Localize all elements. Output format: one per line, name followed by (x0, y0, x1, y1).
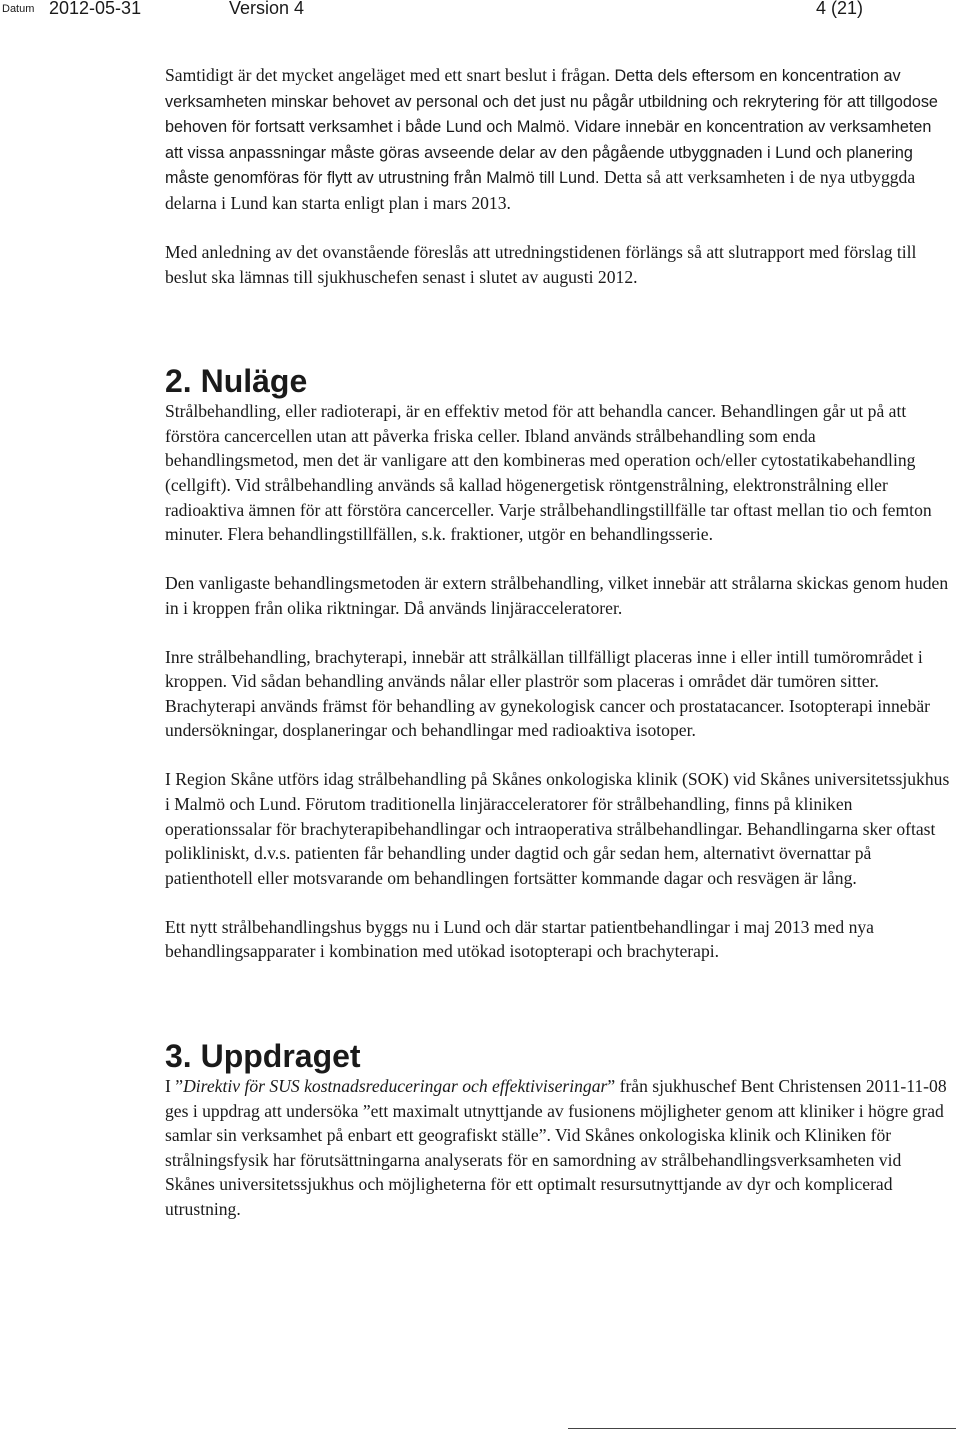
page-header (0, 0, 960, 24)
intro-paragraph-2: Med anledning av det ovanstående föreslås att utredningstidenen förlängs så att slutrapport med förslag till beslut ska lämnas till sjukhuschefen senast i slutet av augusti 2012. (165, 241, 917, 287)
directive-title: Direktiv för SUS kostnadsreduceringar och effektiviseringar (183, 1075, 608, 1096)
intro-p1-end: Detta så att verksamheten i de nya utbyggda delarna i Lund kan starta enligt plan i mars 2013. (165, 167, 916, 213)
intro-p1-sans: Detta dels eftersom en koncentration av verksamheten minskar behovet av personal och det just nu pågår utbildning och rekrytering för att tillgodose behoven för fortsatt verksamhet i både Lund och Malmö. Vidare innebär en koncentration av verksamheten att vissa anpassningar måste göras avseende delar av den pågående utbyggnaden i Lund och planering måste genomföras för flytt av utrustning från Malmö till Lund. (165, 67, 938, 188)
intro-p1-serif: Samtidigt är det mycket angeläget med ett snart beslut i frågan. (165, 65, 615, 85)
date-label: Datum (2, 3, 35, 15)
document-body (165, 63, 950, 1222)
page-number: 4 (21) (816, 0, 864, 18)
uppdraget-p-rest: ” från sjukhuschef Bent Christensen 2011-11-08 ges i uppdrag att undersöka ”ett maximalt utnyttjande av fusionens möjligheter genom att kliniker i högre grad samlar sin verksamhet på enbart ett geografiskt ställe”. Vid Skånes onkologiska klinik och Kliniken för strålningsfysik har förutsättningarna analyserats för en samordning av strålbehandlingsverksamheten vid Skånes universitetssjukhus och möjligheterna för ett optimalt resursutnyttjande av dyr och komplicerad utrustning. (165, 1075, 947, 1219)
nulage-paragraph-5: Ett nytt strålbehandlingshus byggs nu i Lund och där startar patientbehandlingar i maj 2013 med nya behandlingsapparater i kombination med utökad isotopterapi och brachyterapi. (165, 916, 874, 962)
section-heading-nulage: 2. Nuläge (165, 363, 308, 400)
nulage-paragraph-3: Inre strålbehandling, brachyterapi, innebär att strålkällan tillfälligt placeras inne i eller intill tumörområdet i kroppen. Vid sådan behandling används nålar eller plaströr som placeras i området där tumören sitter. Brachyterapi används främst för behandling av gynekologisk cancer och prostatacancer. Isotopterapi innebär undersökningar, dosplaneringar och behandlingar med radioaktiva isotoper. (165, 646, 931, 741)
uppdraget-p-start: I ” (165, 1075, 184, 1096)
document-date: 2012-05-31 (49, 0, 142, 18)
nulage-paragraph-1: Strålbehandling, eller radioterapi, är en effektiv metod för att behandla cancer. Behandlingen går ut på att förstöra cancercellen utan att påverka friska celler. Ibland används strålbehandling som enda behandlingsmetod, men det är vanligare att den kombineras med operation och/eller cytostatikabehandling (cellgift). Vid strålbehandling används så kallad högenergetisk röntgenstrålning, elektronstrålning eller radioaktiva ämnen för att förstöra cancerceller. Varje strålbehandlingstillfälle tar oftast mellan tio och femton minuter. Flera behandlingstillfällen, s.k. fraktioner, utgör en behandlingsserie. (165, 401, 932, 545)
document-version: Version 4 (229, 0, 305, 18)
nulage-paragraph-4: I Region Skåne utförs idag strålbehandling på Skånes onkologiska klinik (SOK) vid Skånes universitetssjukhus i Malmö och Lund. Förutom traditionella linjäracceleratorer för strålbehandling, finns på kliniken operationssalar för brachyterapibehandlingar och intraoperativa strålbehandlingar. Behandlingarna sker oftast polikliniskt, d.v.s. patienten får behandling under dagtid och går sedan hem, alternativt övernattar på patienthotell eller motsvarande om behandlingen fortsätter kommande dagar och resvägen är lång. (165, 769, 950, 888)
nulage-paragraph-2: Den vanligaste behandlingsmetoden är extern strålbehandling, vilket innebär att strålarna skickas genom huden in i kroppen från olika riktningar. Då används linjäracceleratorer. (165, 573, 949, 618)
footer-rule (568, 1428, 956, 1429)
uppdraget-paragraph (165, 1074, 950, 1222)
intro-paragraph-1 (165, 63, 950, 216)
section-heading-uppdraget: 3. Uppdraget (165, 1037, 361, 1074)
